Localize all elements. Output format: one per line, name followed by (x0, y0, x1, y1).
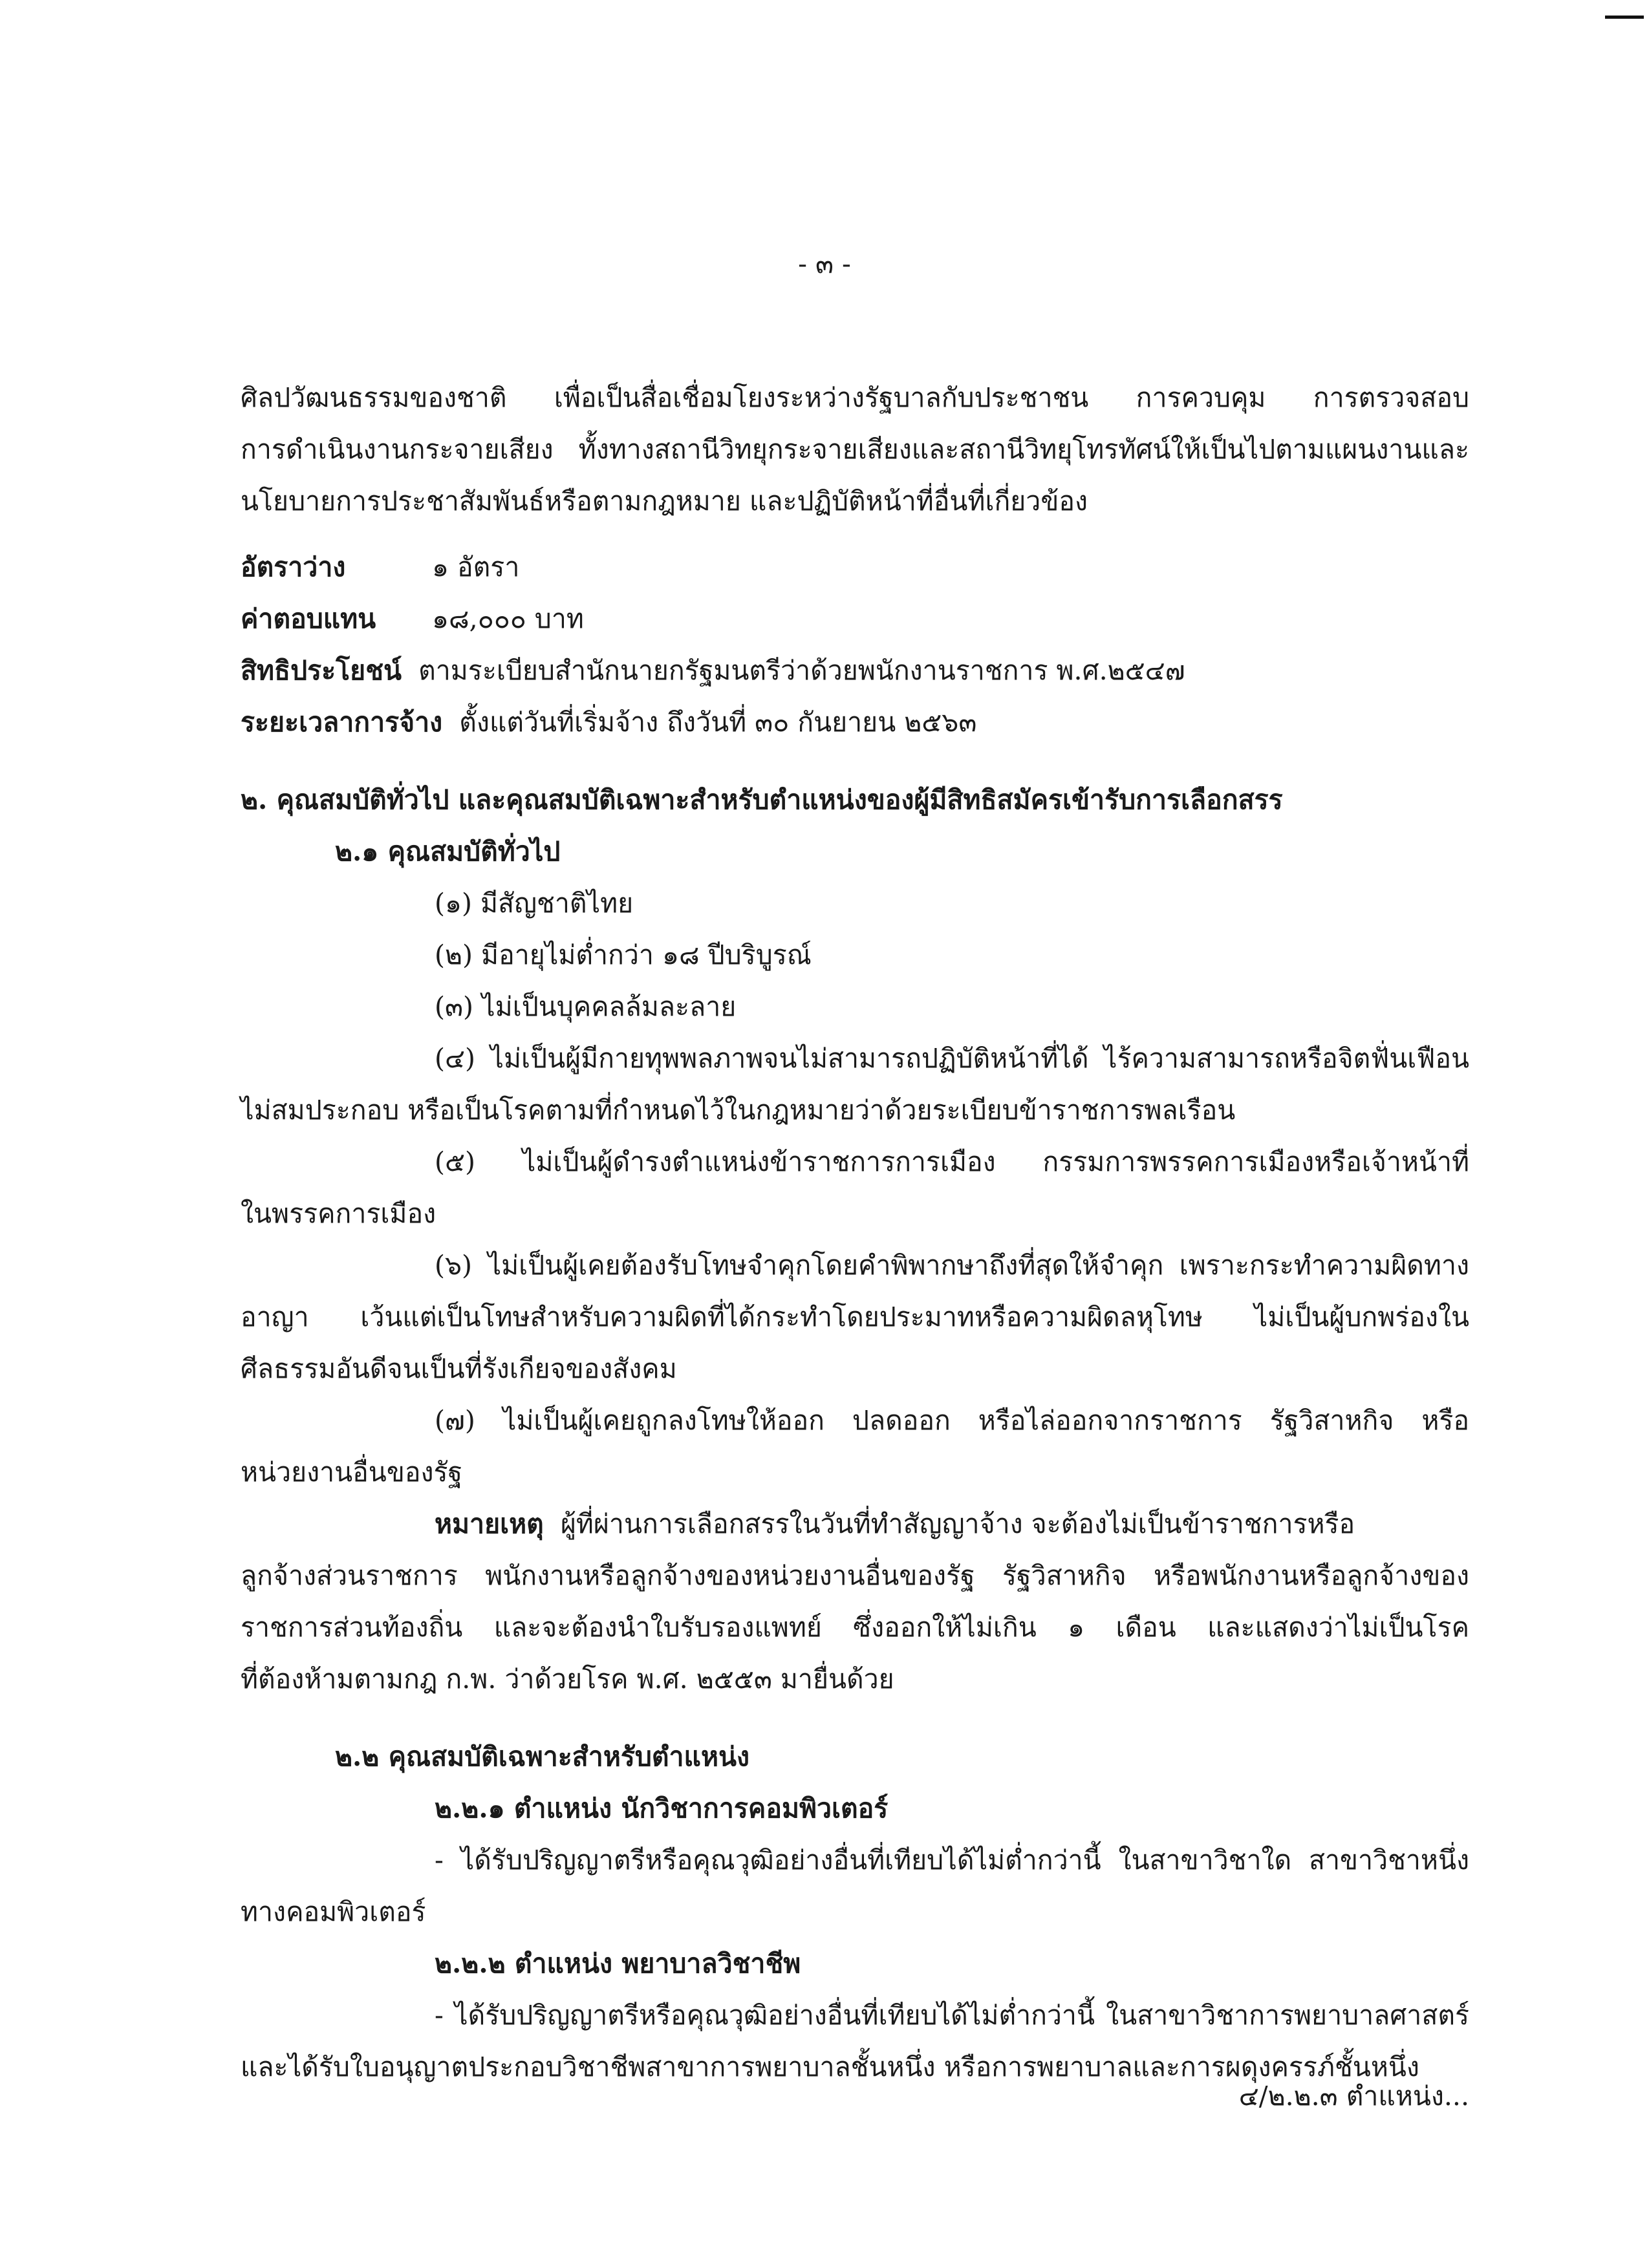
vacancy-label: อัตราว่าง (241, 551, 346, 583)
benefit-value: ตามระเบียบสำนักนายกรัฐมนตรีว่าด้วยพนักงานราชการ พ.ศ.๒๕๔๗ (418, 655, 1185, 686)
corner-mark (1605, 16, 1644, 19)
intro-line-2: การดำเนินงานกระจายเสียง ทั้งทางสถานีวิทยุกระจายเสียงและสถานีวิทยุโทรทัศน์ให้เป็นไปตามแผนงานและ (241, 434, 1469, 465)
period-label: ระยะเวลาการจ้าง (241, 707, 443, 738)
note-line-3: ราชการส่วนท้องถิ่น และจะต้องนำใบรับรองแพทย์ ซึ่งออกให้ไม่เกิน ๑ เดือน และแสดงว่าไม่เป็นโรค (241, 1612, 1469, 1643)
section-2-heading: ๒. คุณสมบัติทั่วไป และคุณสมบัติเฉพาะสำหรับตำแหน่งของผู้มีสิทธิสมัครเข้ารับการเลือกสรร (241, 784, 1283, 815)
qualification-7-line-1: (๗) ไม่เป็นผู้เคยถูกลงโทษให้ออก ปลดออก หรือไล่ออกจากราชการ รัฐวิสาหกิจ หรือ (435, 1405, 1469, 1436)
intro-line-1: ศิลปวัฒนธรรมของชาติ เพื่อเป็นสื่อเชื่อมโยงระหว่างรัฐบาลกับประชาชน การควบคุม การตรวจสอบ (241, 382, 1469, 413)
section-2-2-heading: ๒.๒ คุณสมบัติเฉพาะสำหรับตำแหน่ง (335, 1741, 750, 1772)
position-2-2-2-line-1: - ได้รับปริญญาตรีหรือคุณวุฒิอย่างอื่นที่เทียบได้ไม่ต่ำกว่านี้ ในสาขาวิชาการพยาบาลศาสตร์ (435, 2000, 1469, 2031)
period-value: ตั้งแต่วันที่เริ่มจ้าง ถึงวันที่ ๓๐ กันยายน ๒๕๖๓ (459, 707, 977, 738)
section-2-1-heading: ๒.๑ คุณสมบัติทั่วไป (335, 836, 561, 867)
continuation-footer: ๔/๒.๒.๓ ตำแหน่ง... (1238, 2081, 1469, 2112)
note-line-4: ที่ต้องห้ามตามกฎ ก.พ. ว่าด้วยโรค พ.ศ. ๒๕๕๓ มายื่นด้วย (241, 1664, 894, 1695)
qualification-4-line-2: ไม่สมประกอบ หรือเป็นโรคตามที่กำหนดไว้ในกฎหมายว่าด้วยระเบียบข้าราชการพลเรือน (241, 1095, 1236, 1126)
qualification-4-line-1: (๔) ไม่เป็นผู้มีกายทุพพลภาพจนไม่สามารถปฏิบัติหน้าที่ได้ ไร้ความสามารถหรือจิตฟั่นเฟือน (435, 1043, 1469, 1074)
salary-label: ค่าตอบแทน (241, 603, 376, 634)
salary-row (241, 593, 1469, 645)
vacancy-row (241, 541, 1469, 593)
qualification-6-line-2: อาญา เว้นแต่เป็นโทษสำหรับความผิดที่ได้กระทำโดยประมาทหรือความผิดลหุโทษ ไม่เป็นผู้บกพร่องใน (241, 1301, 1469, 1332)
position-2-2-1-heading: ๒.๒.๑ ตำแหน่ง นักวิชาการคอมพิวเตอร์ (435, 1793, 889, 1824)
note-text-1: ผู้ที่ผ่านการเลือกสรรในวันที่ทำสัญญาจ้าง จะต้องไม่เป็นข้าราชการหรือ (560, 1508, 1355, 1539)
qualification-5-line-1: (๕) ไม่เป็นผู้ดำรงตำแหน่งข้าราชการการเมือง กรรมการพรรคการเมืองหรือเจ้าหน้าที่ (435, 1146, 1469, 1177)
intro-line-3: นโยบายการประชาสัมพันธ์หรือตามกฎหมาย และปฏิบัติหน้าที่อื่นที่เกี่ยวข้อง (241, 486, 1088, 517)
benefit-label: สิทธิประโยชน์ (241, 655, 402, 686)
salary-value: ๑๘,๐๐๐ บาท (432, 603, 584, 634)
qualification-3: (๓) ไม่เป็นบุคคลล้มละลาย (435, 991, 737, 1022)
position-2-2-2-heading: ๒.๒.๒ ตำแหน่ง พยาบาลวิชาชีพ (435, 1948, 801, 1979)
qualification-7-line-2: หน่วยงานอื่นของรัฐ (241, 1457, 463, 1488)
note-line-1 (241, 1498, 1469, 1550)
qualification-1: (๑) มีสัญชาติไทย (435, 888, 634, 919)
note-label: หมายเหตุ (435, 1508, 544, 1539)
position-2-2-1-line-2: ทางคอมพิวเตอร์ (241, 1896, 426, 1927)
benefit-row (241, 645, 1469, 696)
position-2-2-1-line-1: - ได้รับปริญญาตรีหรือคุณวุฒิอย่างอื่นที่เทียบได้ไม่ต่ำกว่านี้ ในสาขาวิชาใด สาขาวิชาหนึ่ง (435, 1845, 1469, 1876)
qualification-5-line-2: ในพรรคการเมือง (241, 1198, 436, 1229)
note-line-2: ลูกจ้างส่วนราชการ พนักงานหรือลูกจ้างของหน่วยงานอื่นของรัฐ รัฐวิสาหกิจ หรือพนักงานหรือลูกจ้างของ (241, 1560, 1469, 1591)
qualification-6-line-1: (๖) ไม่เป็นผู้เคยต้องรับโทษจำคุกโดยคำพิพากษาถึงที่สุดให้จำคุก เพราะกระทำความผิดทาง (435, 1250, 1469, 1281)
page-number: - ๓ - (798, 248, 851, 279)
document-body (241, 372, 1469, 2093)
qualification-2: (๒) มีอายุไม่ต่ำกว่า ๑๘ ปีบริบูรณ์ (435, 939, 812, 970)
period-row (241, 696, 1469, 748)
position-2-2-2-line-2: และได้รับใบอนุญาตประกอบวิชาชีพสาขาการพยาบาลชั้นหนึ่ง หรือการพยาบาลและการผดุงครรภ์ชั้นหนึ่ง (241, 2051, 1419, 2082)
qualification-6-line-3: ศีลธรรมอันดีจนเป็นที่รังเกียจของสังคม (241, 1353, 677, 1384)
vacancy-value: ๑ อัตรา (432, 551, 520, 583)
